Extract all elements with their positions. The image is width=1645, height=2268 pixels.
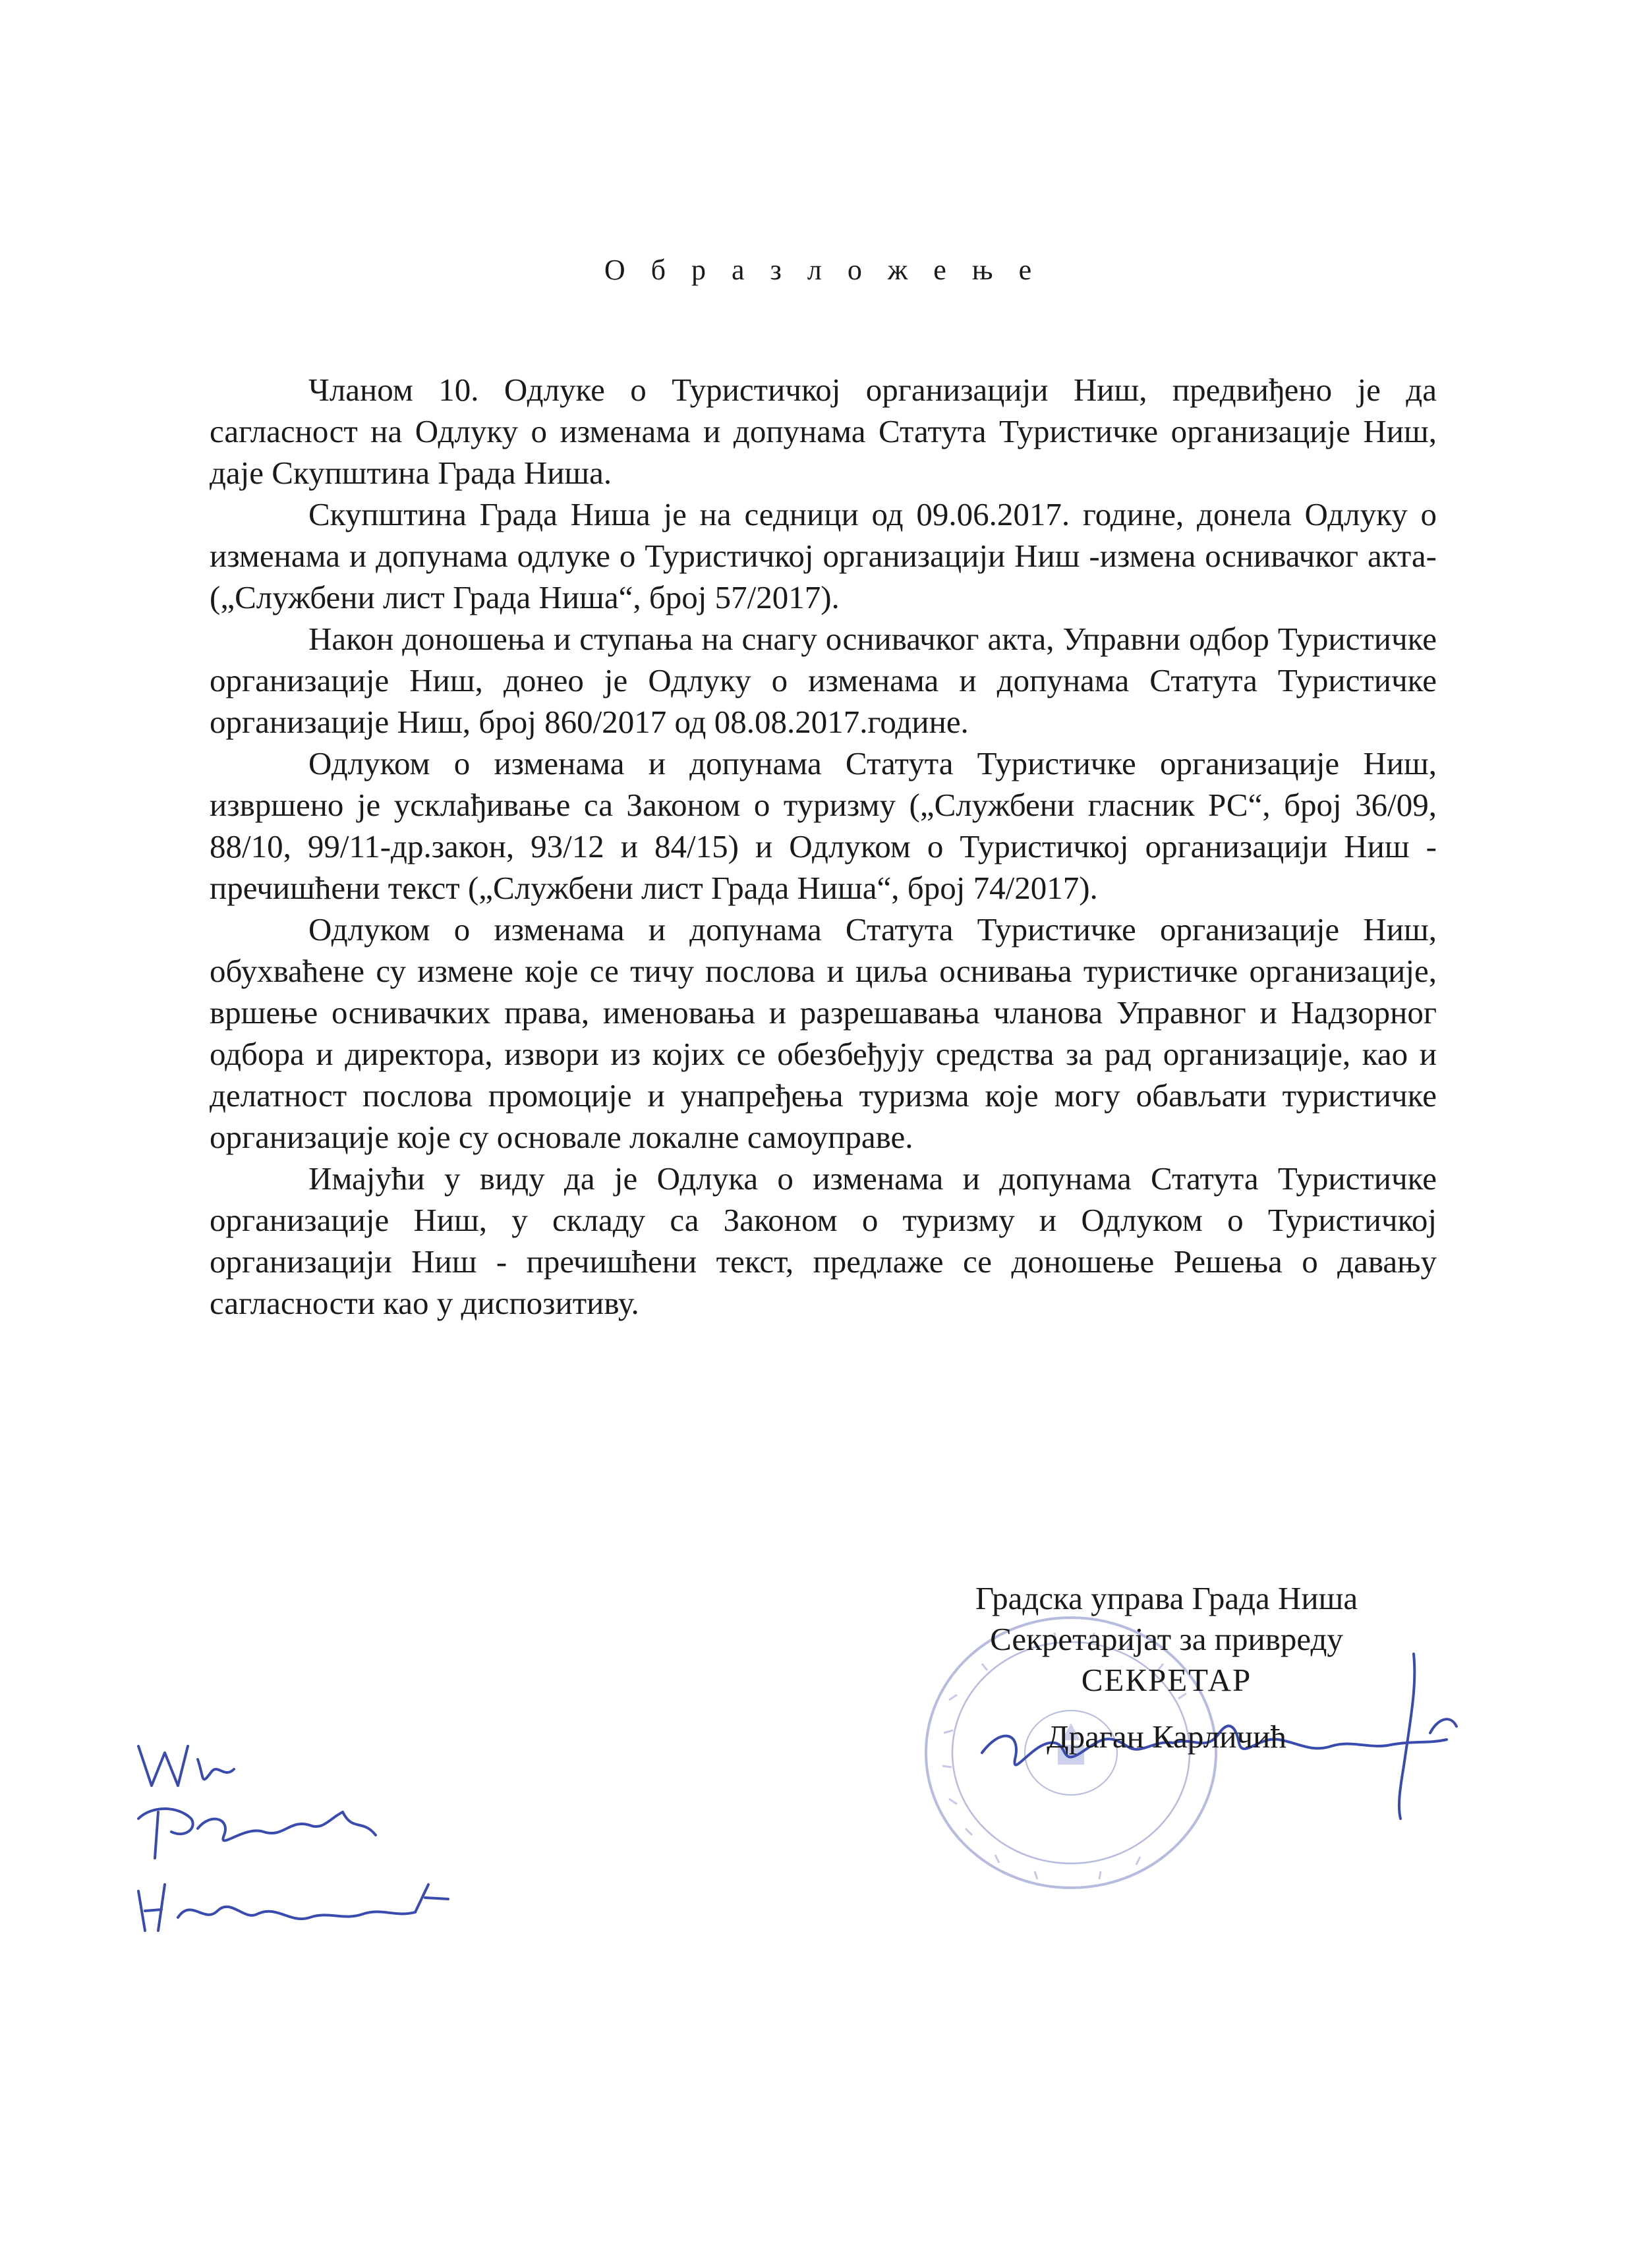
paragraph: Одлуком о изменама и допунама Статута Туристичке организације Ниш, извршено је усклађивање са Законом о туризму („Службени гласник РС“, број 36/09, 88/10, 99/11-др.закон, 93/12 и 84/15) и Одлуком о Туристичкој организацији Ниш - пречишћени текст („Службени лист Града Ниша“, број 74/2017). [210,745,1437,906]
paragraph: Скупштина Града Ниша је на седници од 09.06.2017. године, донела Одлуку о изменама и допунама одлуке о Туристичкој организацији Ниш -измена оснивачког акта- („Службени лист Града Ниша“, број 57/2017). [210,496,1437,615]
signature-organization: Градска управа Града Ниша [975,1580,1358,1616]
document-body [210,369,1437,1324]
signature-role: СЕКРЕТАР [1081,1662,1252,1698]
paragraph: Имајући у виду да је Одлука о изменама и допунама Статута Туристичке организације Ниш, у складу са Законом о туризму и Одлуком о Туристичкој организацији Ниш - пречишћени текст, предлаже се доношење Решења о давању сагласности као у диспозитиву. [210,1160,1437,1321]
signature-department: Секретаријат за привреду [990,1621,1343,1657]
handwritten-initials-image [125,1720,494,1970]
paragraph: Одлуком о изменама и допунама Статута Туристичке организације Ниш, обухваћене су измене које се тичу послова и циља оснивања туристичке организације, вршење оснивачких права, именовања и разрешавања чланова Управног и Надзорног одбора и директора, извори из којих се обезбеђују средства за рад организације, као и делатност послова промоције и унапређења туризма које могу обављати туристичке организације које су основале локалне самоуправе. [210,911,1437,1155]
paragraph: Након доношења и ступања на снагу оснивачког акта, Управни одбор Туристичке организације Ниш, донео је Одлуку о изменама и допунама Статута Туристичке организације Ниш, број 860/2017 од 08.08.2017.године. [210,621,1437,740]
paragraph: Чланом 10. Одлуке о Туристичкој организацији Ниш, предвиђено је да сагласност на Одлуку о изменама и допунама Статута Туристичке организације Ниш, даје Скупштина Града Ниша. [210,372,1437,491]
page-title: О б р а з л о ж е њ е [604,254,1041,286]
signature-block [877,1578,1457,1757]
signature-name: Драган Карличић [1047,1718,1286,1755]
